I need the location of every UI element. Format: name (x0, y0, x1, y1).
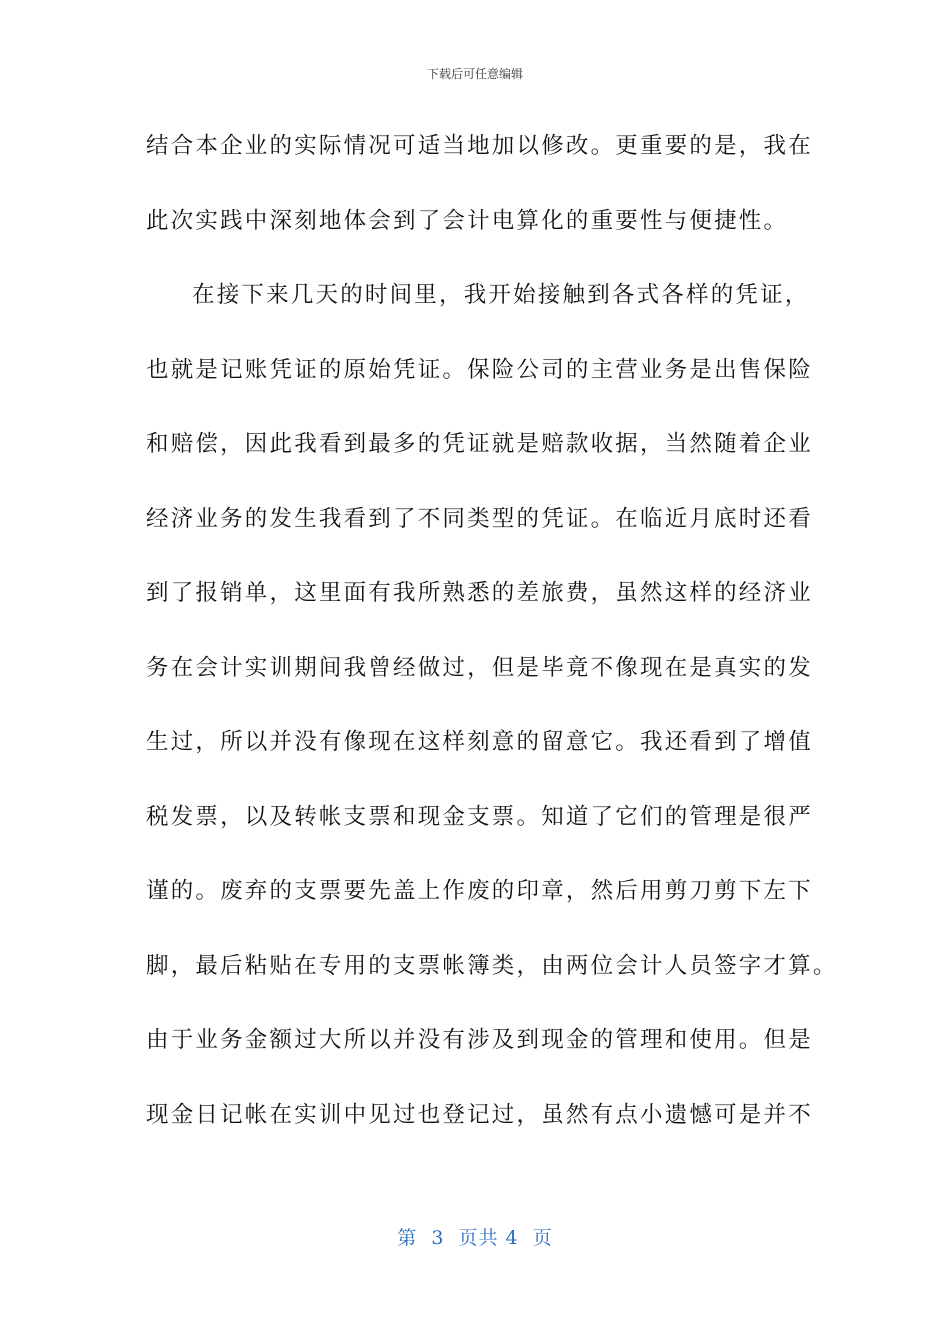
document-body (146, 126, 838, 1169)
text-line: 生过，所以并没有像现在这样刻意的留意它。我还看到了增值 (146, 729, 813, 755)
text-line: 税发票，以及转帐支票和现金支票。知道了它们的管理是很严 (146, 803, 813, 830)
text-line: 经济业务的发生我看到了不同类型的凭证。在临近月底时还看 (146, 505, 813, 532)
header-note: 下载后可任意编辑 (426, 67, 523, 81)
text-line: 谨的。废弃的支票要先盖上作废的印章，然后用剪刀剪下左下 (146, 878, 813, 904)
text-line: 在接下来几天的时间里，我开始接触到各式各样的凭证， (192, 282, 810, 308)
text-line: 务在会计实训期间我曾经做过，但是毕竟不像现在是真实的发 (146, 654, 813, 681)
text-line: 到了报销单，这里面有我所熟悉的差旅费，虽然这样的经济业 (146, 580, 813, 606)
text-line: 也就是记账凭证的原始凭证。保险公司的主营业务是出售保险 (146, 356, 813, 383)
text-line: 此次实践中深刻地体会到了会计电算化的重要性与便捷性。 (146, 207, 789, 234)
text-line: 脚，最后粘贴在专用的支票帐簿类，由两位会计人员签字才算。 (146, 952, 838, 979)
text-line: 和赔偿，因此我看到最多的凭证就是赔款收据，当然随着企业 (146, 431, 813, 457)
page-number: 第 3 页共 4 页 (397, 1227, 553, 1249)
text-line: 由于业务金额过大所以并没有涉及到现金的管理和使用。但是 (146, 1027, 813, 1053)
text-line: 结合本企业的实际情况可适当地加以修改。更重要的是，我在 (146, 133, 813, 159)
text-line: 现金日记帐在实训中见过也登记过，虽然有点小遗憾可是并不 (146, 1101, 813, 1128)
